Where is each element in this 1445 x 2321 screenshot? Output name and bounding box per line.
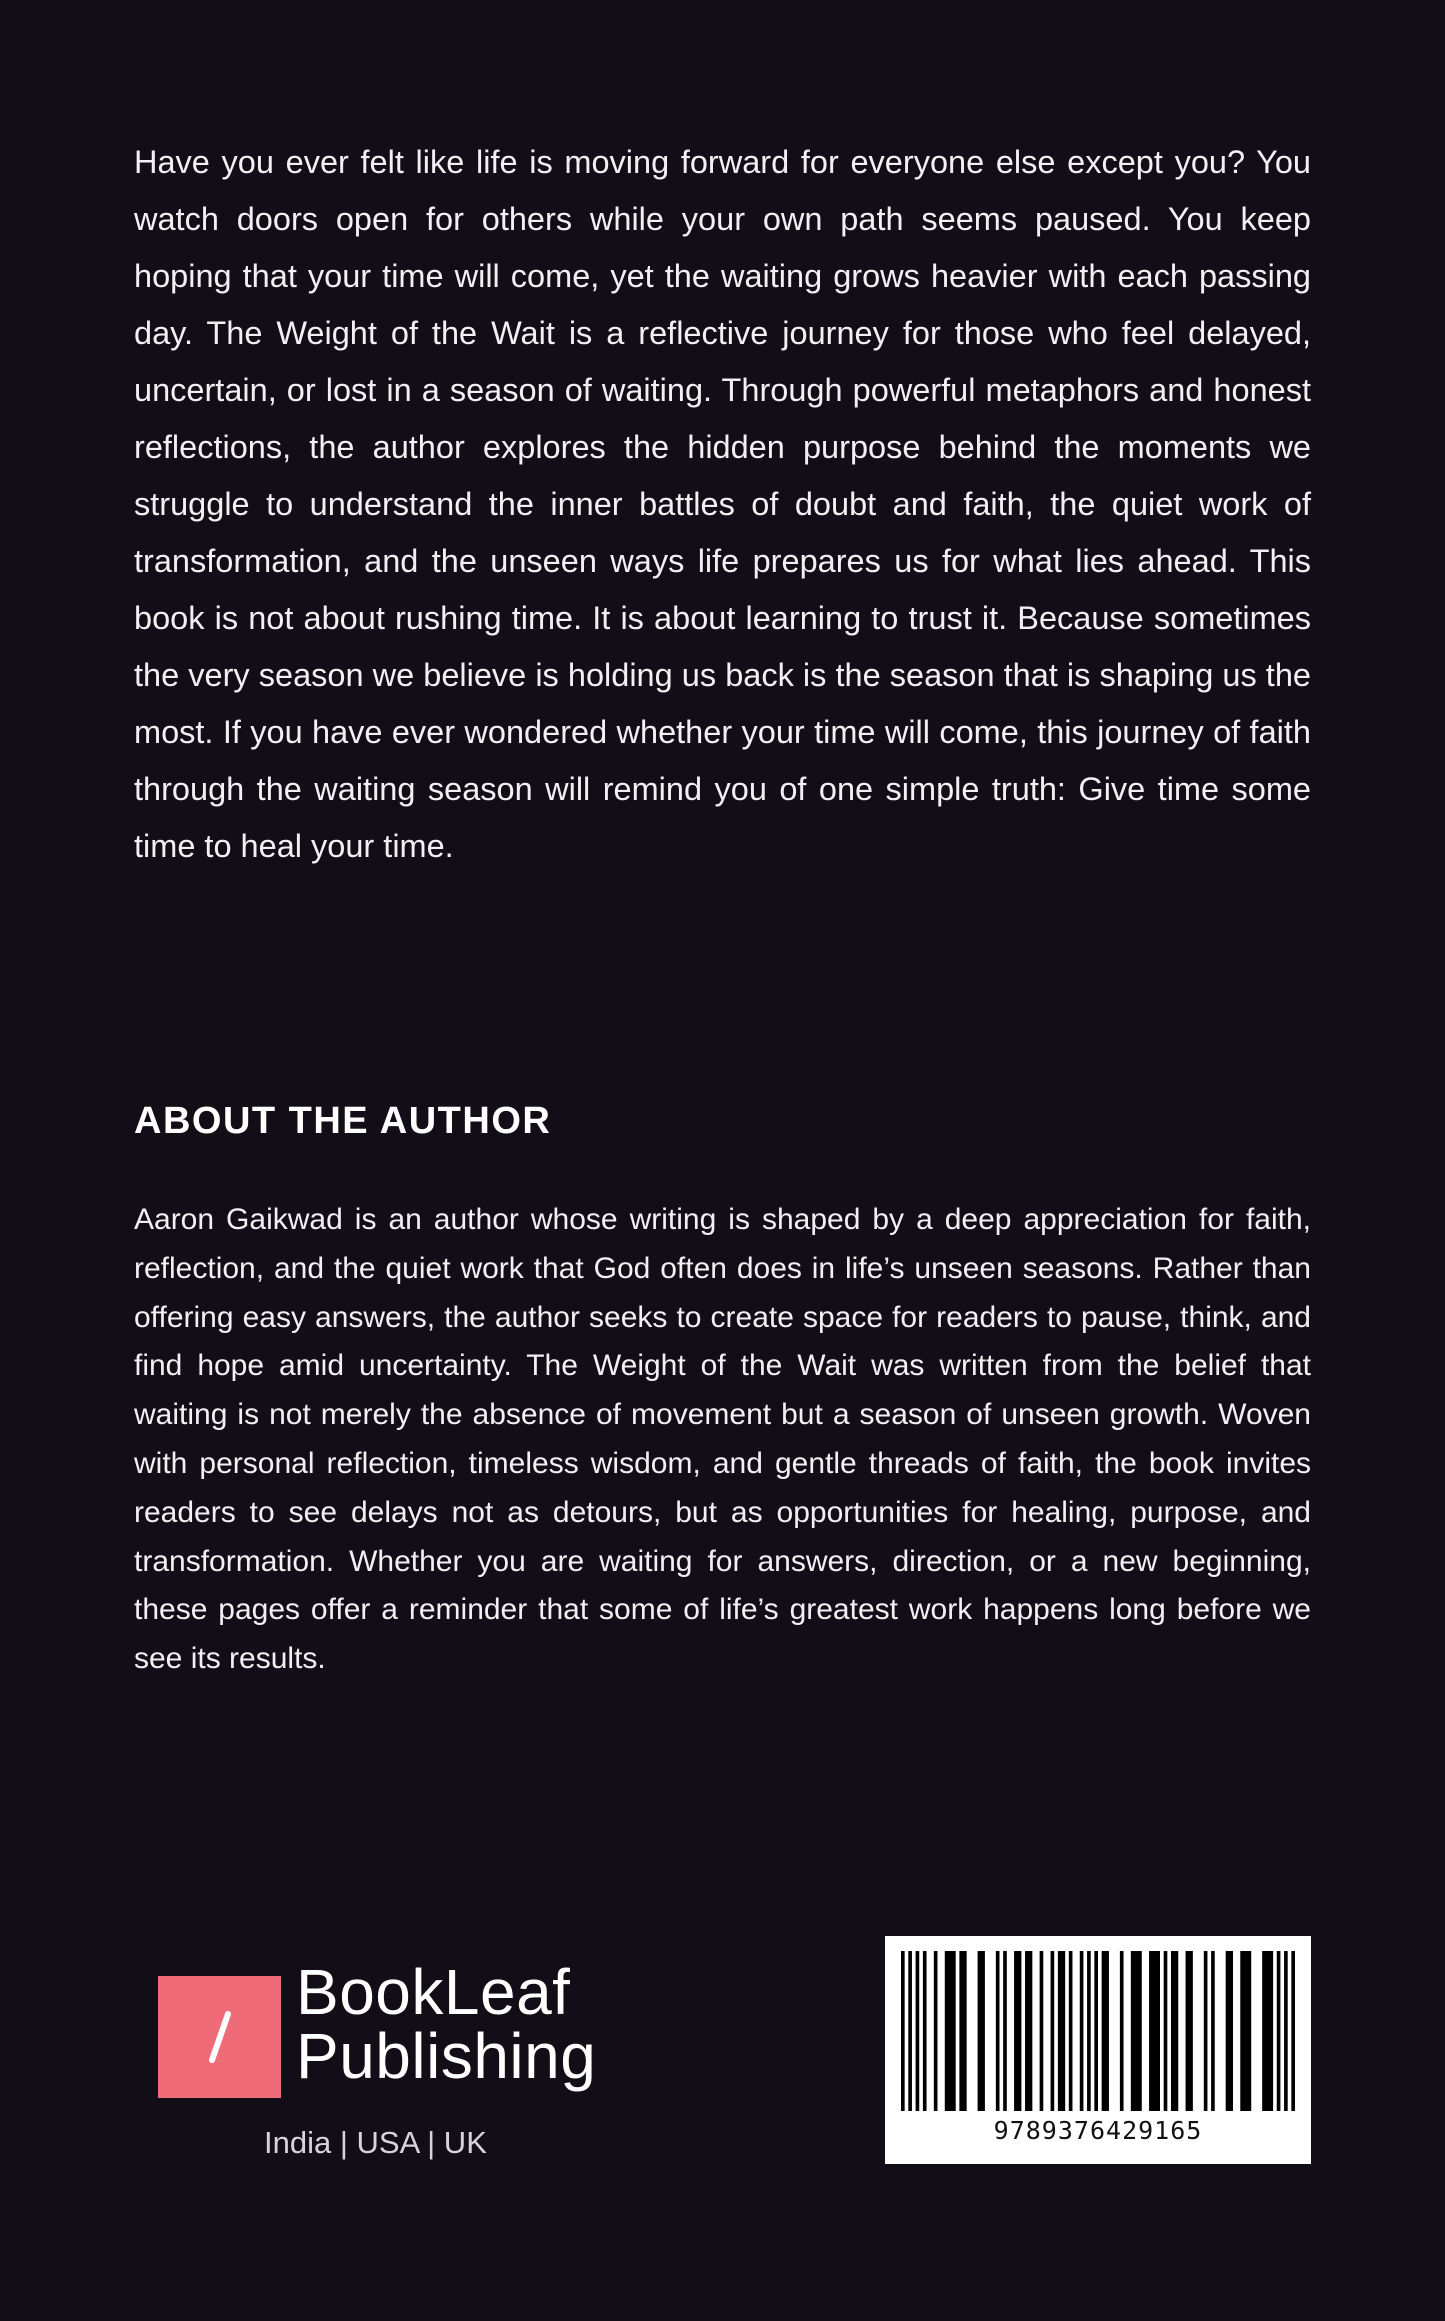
barcode-bar [1069,1951,1073,2111]
barcode-bar [1051,1951,1055,2111]
barcode-bar [996,1951,1000,2111]
publisher-name-line1: BookLeaf [296,1956,571,2028]
barcode-bar [1014,1951,1021,2111]
barcode-bar [1277,1951,1281,2111]
publisher-logo [158,1956,618,2160]
barcode-bar [1094,1951,1098,2111]
barcode-bar [1204,1951,1208,2111]
barcode-bar [1087,1951,1091,2111]
barcode-bar [908,1951,912,2111]
barcode-bar [1058,1951,1065,2111]
book-blurb: Have you ever felt like life is moving forward for everyone else except you? You watch doors open for others while your own path seems paused. You keep hoping that your time will come, yet the waiting grows heavier with each passing day. The Weight of the Wait is a reflective journey for those who feel delayed, uncertain, or lost in a season of waiting. Through powerful metaphors and honest reflections, the author explores the hidden purpose behind the moments we struggle to understand the inner battles of doubt and faith, the quiet work of transformation, and the unseen ways life prepares us for what lies ahead. This book is not about rushing time. It is about learning to trust it. Because sometimes the very season we believe is holding us back is the season that is shaping us the most. If you have ever wondered whether your time will come, this journey of faith through the waiting season will remind you of one simple truth: Give time some time to heal your time. [134,144,1311,864]
barcode-bar [1171,1951,1178,2111]
barcode-bar [1149,1951,1160,2111]
barcode-bar [1003,1951,1007,2111]
barcode-bar [1040,1951,1044,2111]
barcode-bar [901,1951,905,2111]
barcode-bar [1080,1951,1084,2111]
barcode-bar [1164,1951,1168,2111]
isbn-barcode [885,1936,1311,2164]
publisher-regions: India | USA | UK [264,2125,487,2160]
barcode-bar [916,1951,920,2111]
publisher-name [296,1956,597,2092]
about-author-text: Aaron Gaikwad is an author whose writing is shaped by a deep appreciation for faith, reflection, and the quiet work that God often does in life’s unseen seasons. Rather than offering easy answers, the author seeks to create space for readers to pause, think, and find hope amid uncertainty. The Weight of the Wait was written from the belief that waiting is not merely the absence of movement but a season of unseen growth. Woven with personal reflection, timeless wisdom, and gentle threads of faith, the book invites readers to see delays not as detours, but as opportunities for healing, purpose, and transformation. Whether you are waiting for answers, direction, or a new beginning, these pages offer a reminder that some of life’s greatest work happens long before we see its results. [134,1203,1311,1676]
barcode-bar [1262,1951,1273,2111]
barcode-bar [1120,1951,1124,2111]
barcode-bar [978,1951,985,2111]
barcode-bar [1186,1951,1193,2111]
about-author-heading: ABOUT THE AUTHOR [134,1100,552,1142]
barcode-bar [1102,1951,1109,2111]
slash-logo-icon [158,1976,281,2098]
barcode-bar [1240,1951,1251,2111]
barcode-bar [1291,1951,1295,2111]
barcode-bar [923,1951,927,2111]
publisher-name-line2: Publishing [296,2020,597,2092]
isbn-number: 9789376429165 [993,2116,1203,2145]
barcode-bar [934,1951,938,2111]
barcode-bar [1226,1951,1233,2111]
barcode-bar [945,1951,956,2111]
barcode-bar [1284,1951,1288,2111]
barcode-bar [1025,1951,1032,2111]
barcode-bar [1211,1951,1215,2111]
slash-glyph-icon [158,1976,281,2098]
barcode-bar [959,1951,966,2111]
barcode-bar [1131,1951,1142,2111]
barcode-bars-icon [901,1951,1295,2111]
